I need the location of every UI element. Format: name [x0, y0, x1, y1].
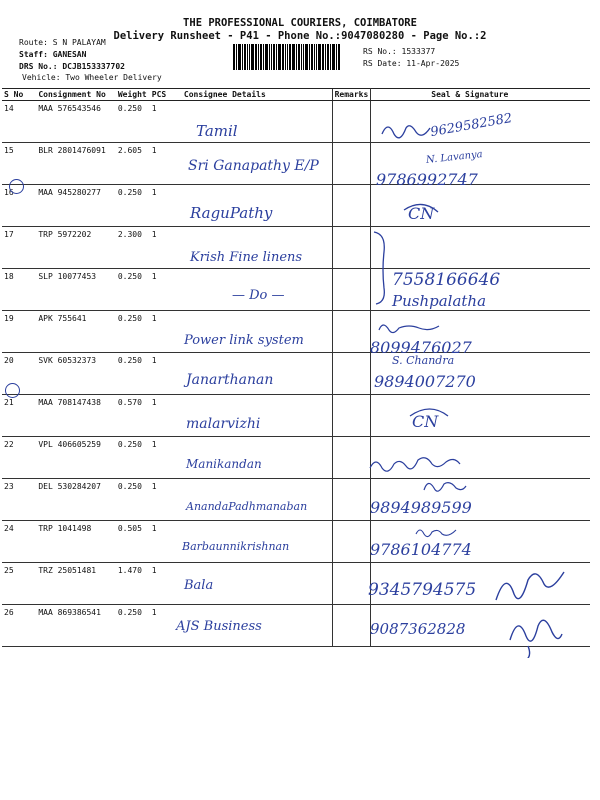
- remarks-cell: [332, 605, 371, 647]
- remarks-cell: [332, 185, 371, 227]
- remarks-cell: [332, 101, 371, 143]
- col-seal: Seal & Signature: [371, 89, 590, 101]
- sno-cell: 25: [2, 563, 36, 605]
- pcs-cell: 1: [150, 605, 182, 647]
- stamp-circle: [400, 200, 442, 226]
- handwritten-phone: 8099476027: [370, 338, 472, 357]
- sno-cell: 21: [2, 395, 36, 437]
- table-row: [2, 605, 590, 647]
- consignment-cell: SVK 60532373: [36, 353, 116, 395]
- drs-number: DRS No.: DCJB153337702: [19, 62, 125, 71]
- sno-cell: 17: [2, 227, 36, 269]
- handwritten-consignee: Tamil: [196, 122, 238, 140]
- col-consignment: Consignment No: [36, 89, 116, 101]
- sno-cell: 22: [2, 437, 36, 479]
- signature-scribble: [366, 454, 476, 478]
- rs-date: RS Date: 11-Apr-2025: [363, 59, 460, 68]
- sno-cell: 18: [2, 269, 36, 311]
- pcs-cell: 1: [150, 521, 182, 563]
- handwritten-phone: 9087362828: [370, 620, 466, 638]
- col-consignee: Consignee Details: [182, 89, 332, 101]
- handwritten-phone: 9786992747: [376, 170, 478, 189]
- handwritten-consignee: Manikandan: [186, 457, 262, 471]
- signature-scribble: [490, 564, 570, 608]
- bracket-mark: [370, 228, 390, 308]
- sno-cell: 15: [2, 143, 36, 185]
- consignment-cell: MAA 576543546: [36, 101, 116, 143]
- consignment-cell: TRP 5972202: [36, 227, 116, 269]
- consignment-cell: TRP 1041498: [36, 521, 116, 563]
- remarks-cell: [332, 353, 371, 395]
- handwritten-consignee: AnandaPadhmanaban: [186, 500, 308, 513]
- remarks-cell: [332, 269, 371, 311]
- company-title: THE PROFESSIONAL COURIERS, COIMBATORE: [183, 17, 417, 29]
- table-row: [2, 353, 590, 395]
- remarks-cell: [332, 437, 371, 479]
- weight-cell: 0.250: [116, 353, 150, 395]
- stamp-circle: [404, 404, 454, 434]
- weight-cell: 2.300: [116, 227, 150, 269]
- weight-cell: 1.470: [116, 563, 150, 605]
- sno-cell: 14: [2, 101, 36, 143]
- col-weight: Weight: [116, 89, 150, 101]
- rs-number: RS No.: 1533377: [363, 47, 436, 56]
- handwritten-name: S. Chandra: [392, 354, 455, 367]
- col-sno: S No: [2, 89, 36, 101]
- runsheet-subtitle: Delivery Runsheet - P41 - Phone No.:9047080280 - Page No.:2: [113, 30, 487, 42]
- signature-scribble: [506, 610, 566, 658]
- table-row: [2, 269, 590, 311]
- consignment-cell: BLR 2801476091: [36, 143, 116, 185]
- weight-cell: 0.250: [116, 437, 150, 479]
- handwritten-phone: 9345794575: [368, 580, 477, 600]
- route-label: Route: S N PALAYAM: [19, 38, 106, 47]
- consignment-cell: APK 755641: [36, 311, 116, 353]
- remarks-cell: [332, 143, 371, 185]
- weight-cell: 0.250: [116, 479, 150, 521]
- weight-cell: 0.250: [116, 311, 150, 353]
- barcode: [233, 44, 355, 70]
- weight-cell: 2.605: [116, 143, 150, 185]
- consignment-cell: VPL 406605259: [36, 437, 116, 479]
- staff-label: Staff: GANESAN: [19, 50, 87, 59]
- pcs-cell: 1: [150, 563, 182, 605]
- pcs-cell: 1: [150, 143, 182, 185]
- remarks-cell: [332, 395, 371, 437]
- consignment-cell: MAA 869386541: [36, 605, 116, 647]
- sno-cell: 24: [2, 521, 36, 563]
- handwritten-consignee: Power link system: [184, 333, 304, 348]
- cn-mark: CN: [412, 412, 439, 431]
- cn-mark: CN: [408, 204, 435, 223]
- pcs-cell: 1: [150, 101, 182, 143]
- circle-mark: [5, 383, 20, 398]
- consignment-cell: TRZ 25051481: [36, 563, 116, 605]
- col-pcs: PCS: [150, 89, 182, 101]
- handwritten-name: N. Lavanya: [425, 149, 484, 166]
- table-row: [2, 395, 590, 437]
- table-header-row: [2, 89, 590, 101]
- handwritten-consignee: Barbaunnikrishnan: [182, 540, 290, 553]
- consignment-cell: MAA 945280277: [36, 185, 116, 227]
- handwritten-consignee: Sri Ganapathy E/P: [188, 158, 319, 174]
- signature-scribble: [420, 476, 470, 498]
- weight-cell: 0.250: [116, 101, 150, 143]
- seal-cell: [371, 227, 590, 269]
- pcs-cell: 1: [150, 269, 182, 311]
- circle-mark: [9, 179, 24, 194]
- handwritten-consignee: Krish Fine linens: [190, 250, 303, 265]
- pcs-cell: 1: [150, 479, 182, 521]
- col-remarks: Remarks: [332, 89, 371, 101]
- consignment-cell: SLP 10077453: [36, 269, 116, 311]
- handwritten-phone: 9786104774: [370, 540, 472, 559]
- handwritten-consignee: malarvizhi: [186, 416, 261, 432]
- consignment-cell: MAA 708147438: [36, 395, 116, 437]
- remarks-cell: [332, 311, 371, 353]
- sno-cell: 23: [2, 479, 36, 521]
- remarks-cell: [332, 227, 371, 269]
- handwritten-phone: 9629582582: [429, 110, 514, 141]
- signature-scribble: [378, 118, 438, 142]
- table-row: [2, 185, 590, 227]
- handwritten-consignee: RaguPathy: [190, 204, 273, 222]
- table-row: [2, 437, 590, 479]
- handwritten-consignee: — Do —: [232, 288, 285, 303]
- signature-scribble: [375, 318, 445, 336]
- pcs-cell: 1: [150, 437, 182, 479]
- pcs-cell: 1: [150, 311, 182, 353]
- weight-cell: 0.250: [116, 605, 150, 647]
- sno-cell: 20: [2, 353, 36, 395]
- remarks-cell: [332, 521, 371, 563]
- handwritten-consignee: Janarthanan: [186, 372, 274, 388]
- table-row: [2, 521, 590, 563]
- pcs-cell: 1: [150, 353, 182, 395]
- sno-cell: 16: [2, 185, 36, 227]
- sno-cell: 26: [2, 605, 36, 647]
- weight-cell: 0.570: [116, 395, 150, 437]
- weight-cell: 0.505: [116, 521, 150, 563]
- weight-cell: 0.250: [116, 269, 150, 311]
- handwritten-consignee: Bala: [184, 578, 214, 593]
- handwritten-phone: 9894007270: [374, 372, 476, 391]
- signature-scribble: [412, 524, 462, 540]
- consignment-cell: DEL 530284207: [36, 479, 116, 521]
- handwritten-name: Pushpalatha: [392, 292, 487, 310]
- handwritten-phone: 7558166646: [392, 270, 501, 290]
- weight-cell: 0.250: [116, 185, 150, 227]
- handwritten-phone: 9894989599: [370, 498, 472, 517]
- remarks-cell: [332, 563, 371, 605]
- pcs-cell: 1: [150, 185, 182, 227]
- sno-cell: 19: [2, 311, 36, 353]
- handwritten-consignee: AJS Business: [176, 619, 262, 634]
- pcs-cell: 1: [150, 227, 182, 269]
- pcs-cell: 1: [150, 395, 182, 437]
- vehicle-label: Vehicle: Two Wheeler Delivery: [22, 73, 162, 82]
- remarks-cell: [332, 479, 371, 521]
